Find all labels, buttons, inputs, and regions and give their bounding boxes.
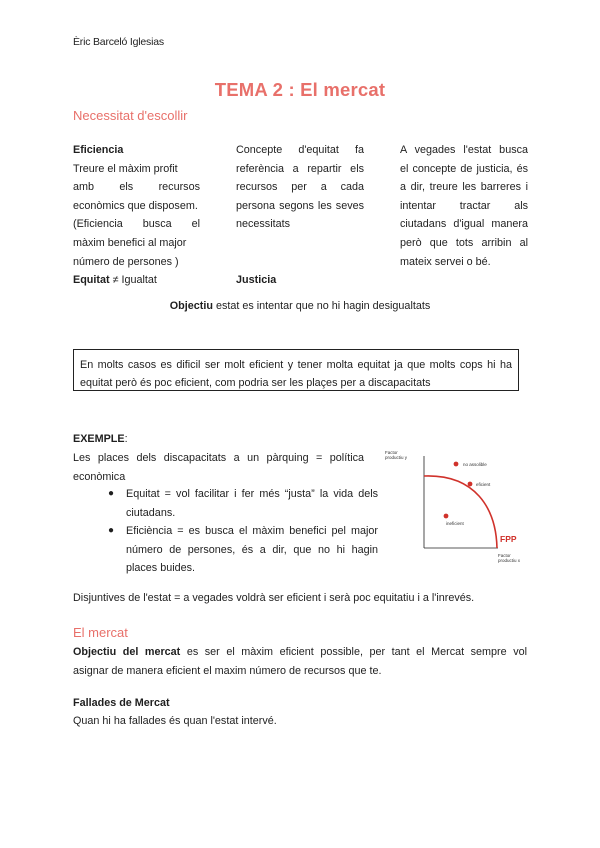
fpp-label: FPP (500, 534, 517, 544)
point-label: no assolible (463, 462, 487, 467)
col3-line: a dir, treure les barreres i (400, 181, 528, 194)
example-line: econòmica (73, 470, 126, 483)
column-justicia (400, 141, 528, 271)
col1-line: número de persones ) (73, 255, 179, 268)
bullet-item-equitat (106, 485, 378, 522)
col3-line: el concepte de justicia, és (400, 162, 528, 175)
point-ineficient (444, 514, 449, 519)
bullet-line: places buides. (126, 562, 196, 575)
bullet-line: ciutadans. (126, 506, 176, 519)
col1-line: Treure el màxim profit (73, 162, 178, 175)
bullet-dot: ● (108, 525, 115, 537)
col2-line: recursos per a cada (236, 181, 364, 194)
justicia-heading: Justicia (236, 274, 277, 287)
fpp-chart (380, 446, 540, 574)
objectiu-statement (0, 300, 600, 312)
example-line: Les places dels discapacitats a un pàrquing = política (73, 452, 364, 464)
disjuntives-text: Disjuntives de l'estat = a vegades voldrà ser eficient i serà poc equitatiu i a l'inrevés. (73, 592, 475, 604)
col3-line: ciutadans d'igual manera (400, 218, 528, 231)
y-axis-label: productiu y (385, 455, 408, 460)
note-box-line: equitat però és poc eficient, com podria ser les plaçes per a discapacitats (80, 377, 431, 389)
col1-line: amb els recursos (73, 181, 200, 194)
col1-line: econòmics que disposem. (73, 199, 198, 212)
example-body (73, 449, 364, 486)
y-axis-label: Factor (385, 450, 398, 455)
equitat-bold: Equitat (73, 274, 110, 287)
section-heading-necessitat: Necessitat d'escollir (73, 108, 188, 123)
bullet-line: Eficiència = es busca el màxim benefici pel major (126, 525, 378, 538)
note-box (73, 349, 519, 391)
col1-line: (Eficiencia busca el (73, 218, 200, 231)
bullet-item-eficiencia (106, 522, 378, 578)
col2-line: persona segons les seves (236, 199, 364, 212)
objectiu-mercat-rest: es ser el màxim eficient possible, per tant el Mercat sempre vol (180, 646, 527, 658)
example-bullet-list (106, 485, 378, 578)
col3-line: intentar tractar als (400, 199, 528, 212)
col2-line: Concepte d'equitat fa (236, 144, 364, 156)
point-eficient (468, 482, 473, 487)
fallades-heading: Fallades de Mercat (73, 697, 170, 709)
column-eficiencia (73, 141, 200, 290)
note-box-line: En molts casos es dificil ser molt eficient y tener molta equitat ja que molts cops hi ha (80, 359, 512, 371)
example-heading-bold: EXEMPLE (73, 433, 125, 445)
objectiu-mercat-line: asignar de manera eficient el maxim número de recursos que te. (73, 664, 382, 677)
objectiu-mercat-text (73, 643, 527, 680)
point-label: eficient (476, 482, 491, 487)
author-name: Èric Barceló Iglesias (73, 36, 164, 48)
col2-line: referència a repartir els (236, 162, 364, 175)
objectiu-mercat-line (73, 643, 527, 662)
bullet-line: número de persones, és a dir, que no hi hagin (126, 543, 378, 556)
col3-line: mateix servei o bé. (400, 255, 491, 268)
col3-line: A vegades l'estat busca (400, 144, 528, 156)
page-title: TEMA 2 : El mercat (214, 79, 386, 100)
objectiu-bold: Objectiu (169, 300, 213, 312)
x-axis-label: productiu x (498, 558, 521, 563)
col3-line: però que tots arribin al (400, 236, 528, 249)
point-no-assolible (454, 462, 459, 467)
col2-line: necessitats (236, 218, 291, 231)
objectiu-rest: estat es intentar que no hi hagin desigualtats (212, 300, 431, 312)
section-heading-mercat: El mercat (73, 625, 128, 640)
point-label: ineficient (446, 521, 464, 526)
equitat-line (73, 271, 200, 290)
eficiencia-heading: Eficiencia (73, 144, 124, 156)
example-heading-colon: : (124, 433, 128, 445)
col1-line: màxim benefici al major (73, 236, 187, 249)
objectiu-mercat-bold: Objectiu del mercat (73, 646, 181, 658)
example-heading (73, 433, 128, 445)
fallades-text: Quan hi ha fallades és quan l'estat intervé. (73, 715, 277, 727)
bullet-dot: ● (108, 488, 115, 499)
column-equitat (236, 141, 364, 290)
x-axis-label: Factor (498, 553, 511, 558)
bullet-line: Equitat = vol facilitar i fer més “justa” la vida dels (126, 488, 378, 500)
equitat-rest: ≠ Igualtat (109, 274, 157, 287)
